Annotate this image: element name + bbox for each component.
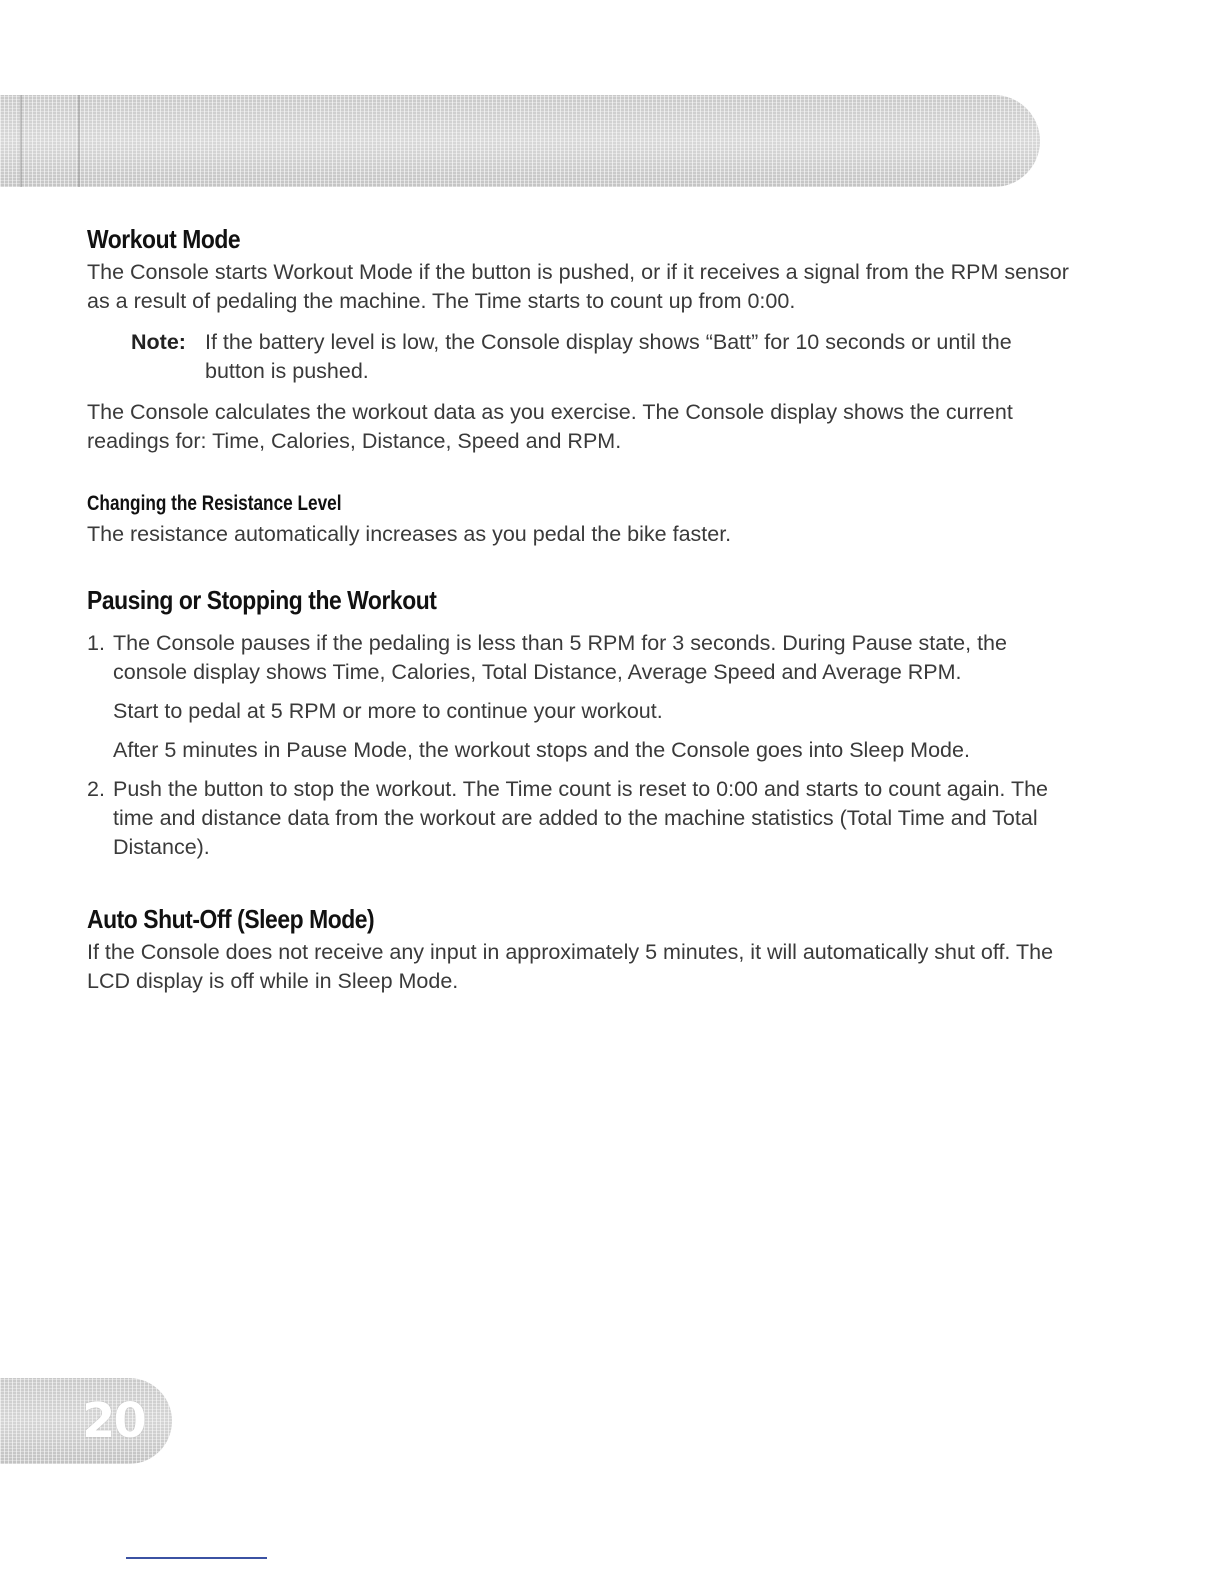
paragraph: If the Console does not receive any input in approximately 5 minutes, it will automatically shut off. The LCD display is off while in Sleep Mode.: [87, 940, 1054, 993]
section-auto-shutoff: [87, 902, 1087, 996]
paragraph: The Console calculates the workout data as you exercise. The Console display shows the current readings for: Time, Calories, Distance, Speed and RPM.: [87, 400, 1013, 453]
note: [131, 328, 1087, 386]
list-item: [87, 775, 1087, 862]
banner-divider: [20, 95, 22, 187]
list-number: 2.: [87, 777, 105, 801]
list-item: [87, 629, 1087, 765]
page-content: [87, 222, 1087, 996]
subsection-heading: Changing the Resistance Level: [87, 492, 342, 515]
banner-divider: [78, 95, 80, 187]
note-label: Note:: [131, 330, 186, 354]
paragraph: The resistance automatically increases as you pedal the bike faster.: [87, 522, 732, 546]
section-heading: Pausing or Stopping the Workout: [87, 585, 437, 615]
paragraph: The Console starts Workout Mode if the button is pushed, or if it receives a signal from the RPM sensor as a result of pedaling the machine. The Time starts to count up from 0:00.: [87, 260, 1069, 313]
header-banner: [0, 95, 1040, 187]
list-item-subtext: After 5 minutes in Pause Mode, the workout stops and the Console goes into Sleep Mode.: [113, 738, 970, 762]
list-item-text: Push the button to stop the workout. The Time count is reset to 0:00 and starts to count again. The time and distance data from the workout are added to the machine statistics (Total Time and Total Distance).: [113, 777, 1049, 859]
footer-rule: [126, 1557, 267, 1559]
note-text: If the battery level is low, the Console display shows “Batt” for 10 seconds or until the button is pushed.: [205, 330, 1012, 383]
section-heading: Workout Mode: [87, 224, 241, 254]
section-heading: Auto Shut-Off (Sleep Mode): [87, 904, 375, 934]
numbered-list: [87, 629, 1087, 862]
section-pausing-stopping: [87, 583, 1087, 862]
list-item-subtext: Start to pedal at 5 RPM or more to continue your workout.: [113, 699, 663, 723]
list-number: 1.: [87, 631, 105, 655]
page-number-tab: [0, 1378, 172, 1464]
section-resistance-level: [87, 490, 1087, 549]
section-workout-mode: [87, 222, 1087, 456]
page-number: 20: [82, 1393, 145, 1449]
list-item-text: The Console pauses if the pedaling is less than 5 RPM for 3 seconds. During Pause state, the console display shows Time, Calories, Total Distance, Average Speed and Average RPM.: [113, 631, 1007, 684]
